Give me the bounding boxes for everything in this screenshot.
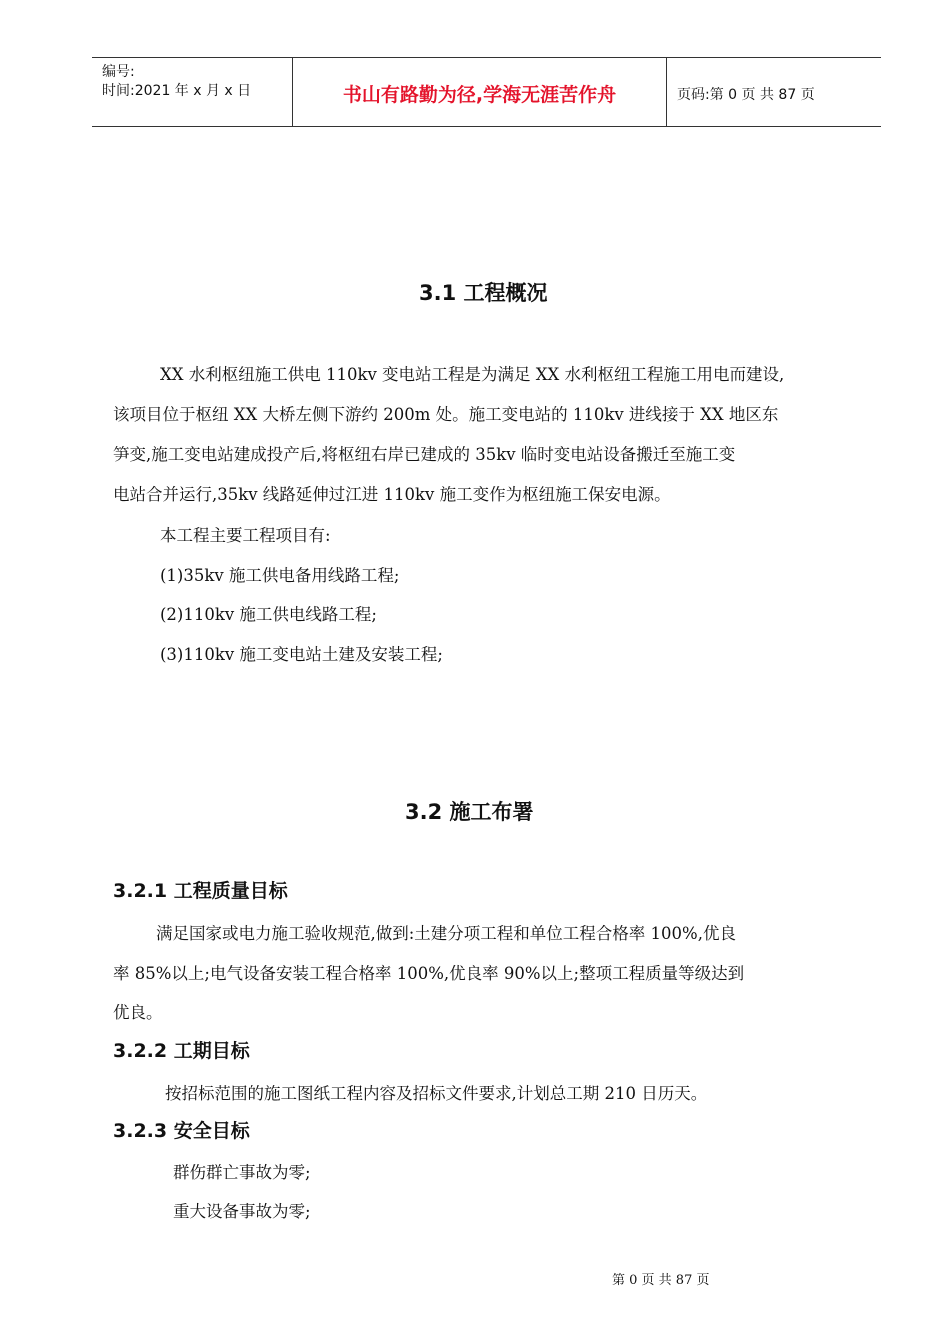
document-number-label: 编号: bbox=[102, 64, 135, 80]
subsection-title-3-2-2: 3.2.2 工期目标 bbox=[113, 1040, 250, 1062]
header-motto: 书山有路勤为径,学海无涯苦作舟 bbox=[342, 84, 617, 106]
paragraph-line: 该项目位于枢纽 XX 大桥左侧下游约 200m 处。施工变电站的 110kv 进线接于 XX 地区东 bbox=[113, 405, 779, 424]
project-list-item: (3)110kv 施工变电站土建及安装工程; bbox=[160, 645, 443, 664]
paragraph-line: 电站合并运行,35kv 线路延伸过江进 110kv 施工变作为枢纽施工保安电源。 bbox=[113, 485, 671, 504]
safety-goal-item: 群伤群亡事故为零; bbox=[173, 1163, 311, 1182]
header-meta-cell bbox=[92, 58, 293, 126]
document-date-label: 时间:2021 年 x 月 x 日 bbox=[102, 83, 252, 99]
paragraph-line: 优良。 bbox=[113, 1003, 163, 1022]
section-title-3-1: 3.1 工程概况 bbox=[419, 281, 548, 305]
project-list-item: (1)35kv 施工供电备用线路工程; bbox=[160, 566, 400, 585]
paragraph-line: 按招标范围的施工图纸工程内容及招标文件要求,计划总工期 210 日历天。 bbox=[165, 1084, 708, 1103]
paragraph-line: 满足国家或电力施工验收规范,做到:土建分项工程和单位工程合格率 100%,优良 bbox=[156, 924, 736, 943]
safety-goal-item: 重大设备事故为零; bbox=[173, 1202, 311, 1221]
subsection-title-3-2-3: 3.2.3 安全目标 bbox=[113, 1120, 250, 1142]
header-page-cell bbox=[667, 58, 881, 126]
paragraph-line: XX 水利枢纽施工供电 110kv 变电站工程是为满足 XX 水利枢纽工程施工用电而建设, bbox=[160, 365, 785, 384]
subsection-title-3-2-1: 3.2.1 工程质量目标 bbox=[113, 880, 288, 902]
project-list-intro: 本工程主要工程项目有: bbox=[160, 526, 331, 545]
project-list-item: (2)110kv 施工供电线路工程; bbox=[160, 605, 377, 624]
paragraph-line: 笋变,施工变电站建成投产后,将枢纽右岸已建成的 35kv 临时变电站设备搬迁至施工变 bbox=[113, 445, 736, 464]
header-motto-cell bbox=[293, 58, 667, 126]
page-footer: 第 0 页 共 87 页 bbox=[612, 1273, 710, 1288]
page-header bbox=[92, 57, 881, 127]
paragraph-line: 率 85%以上;电气设备安装工程合格率 100%,优良率 90%以上;整项工程质量等级达到 bbox=[113, 964, 745, 983]
section-title-3-2: 3.2 施工布署 bbox=[405, 800, 534, 824]
header-page-number: 页码:第 0 页 共 87 页 bbox=[677, 87, 815, 103]
